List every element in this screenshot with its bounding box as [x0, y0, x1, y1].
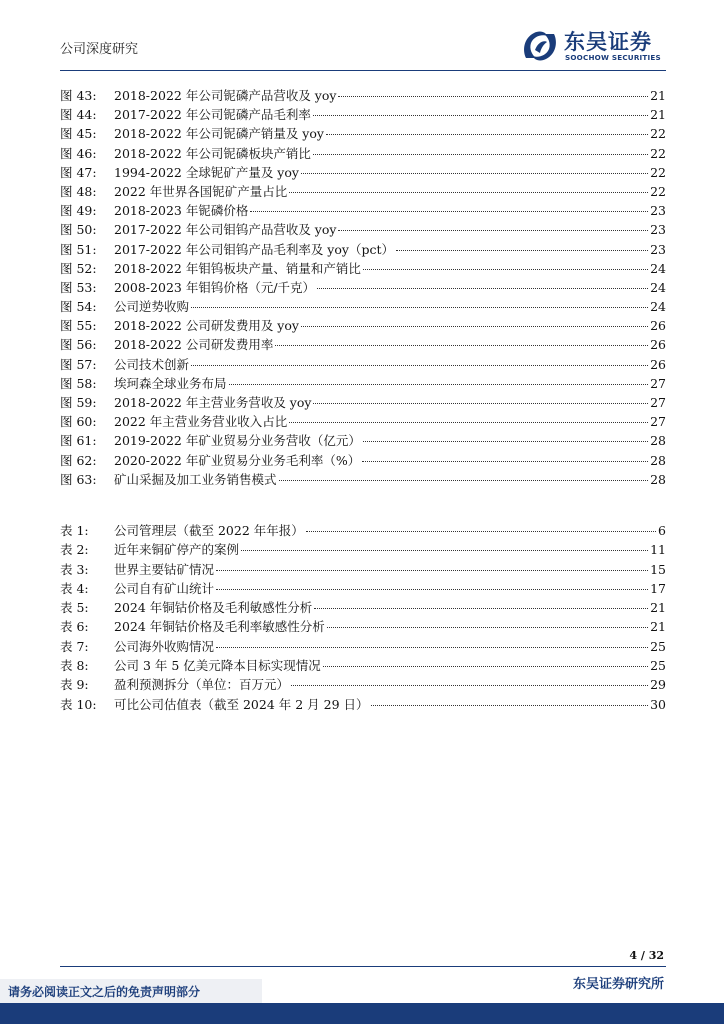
- entry-title: 2024 年铜钴价格及毛利敏感性分析: [114, 600, 313, 616]
- table-entry[interactable]: [60, 579, 666, 598]
- dot-leader: [306, 531, 656, 532]
- table-entry[interactable]: [60, 540, 666, 559]
- entry-title: 2020-2022 年矿业贸易分业务毛利率（%）: [114, 452, 361, 468]
- entry-page-number: 11: [650, 542, 666, 558]
- entry-title: 公司技术创新: [114, 356, 190, 372]
- dot-leader: [323, 666, 648, 667]
- figure-entry[interactable]: [60, 470, 666, 489]
- entry-title: 2018-2022 年公司铌磷板块产销比: [114, 145, 311, 161]
- entry-label: 图 51:: [60, 241, 97, 257]
- entry-label: 表 1:: [60, 523, 89, 538]
- dot-leader: [279, 480, 649, 481]
- entry-label: 表 3:: [60, 561, 89, 577]
- dot-leader: [275, 345, 648, 346]
- dot-leader: [289, 422, 648, 423]
- entry-label: 表 2:: [60, 542, 89, 558]
- entry-label: 图 48:: [60, 183, 97, 199]
- company-logo: [520, 26, 680, 66]
- entry-page-number: 24: [650, 299, 666, 315]
- dot-leader: [363, 269, 648, 270]
- entry-label: 表 9:: [60, 677, 89, 693]
- entry-page-number: 21: [650, 619, 666, 635]
- entry-title: 盈利预测拆分（单位：百万元）: [114, 677, 290, 693]
- entry-title: 2018-2022 年钼钨板块产量、销量和产销比: [114, 260, 361, 276]
- entry-label: 表 6:: [60, 619, 89, 635]
- logo-english-name: SOOCHOW SECURITIES: [565, 53, 661, 62]
- figure-entry[interactable]: [60, 201, 666, 220]
- entry-label: 图 52:: [60, 260, 97, 276]
- figure-entry[interactable]: [60, 278, 666, 297]
- entry-label: 图 61:: [60, 433, 97, 449]
- entry-label: 图 60:: [60, 414, 97, 430]
- figure-entry[interactable]: [60, 355, 666, 374]
- entry-page-number: 22: [650, 183, 666, 199]
- dot-leader: [363, 441, 648, 442]
- entry-page-number: 26: [650, 318, 666, 334]
- report-type-label: 公司深度研究: [60, 42, 139, 57]
- figure-entry[interactable]: [60, 163, 666, 182]
- entry-page-number: 22: [650, 164, 666, 180]
- figure-entry[interactable]: [60, 259, 666, 278]
- entry-title: 公司自有矿山统计: [114, 580, 215, 596]
- entry-label: 图 54:: [60, 299, 97, 315]
- table-entry[interactable]: [60, 695, 666, 714]
- entry-title: 公司逆势收购: [114, 299, 190, 315]
- entry-label: 图 44:: [60, 107, 97, 123]
- entry-page-number: 28: [650, 471, 666, 487]
- footer-color-bar: [0, 1003, 724, 1024]
- dot-leader: [229, 384, 649, 385]
- dot-leader: [216, 589, 648, 590]
- dot-leader: [371, 705, 649, 706]
- dot-leader: [191, 365, 648, 366]
- footer-org-name: 东吴证券研究所: [572, 977, 664, 992]
- entry-title: 世界主要钴矿情况: [114, 561, 215, 577]
- entry-title: 2018-2023 年铌磷价格: [114, 203, 249, 219]
- dot-leader: [216, 570, 648, 571]
- dot-leader: [289, 192, 648, 193]
- dot-leader: [326, 134, 648, 135]
- figure-entry[interactable]: [60, 240, 666, 259]
- entry-page-number: 26: [650, 337, 666, 353]
- table-entry[interactable]: [60, 675, 666, 694]
- entry-title: 2018-2022 公司研发费用率: [114, 337, 274, 353]
- figure-entry[interactable]: [60, 393, 666, 412]
- entry-label: 图 47:: [60, 164, 97, 180]
- dot-leader: [327, 627, 648, 628]
- dot-leader: [396, 250, 648, 251]
- entry-page-number: 23: [650, 241, 666, 257]
- entry-page-number: 6: [658, 523, 666, 538]
- figure-entry[interactable]: [60, 105, 666, 124]
- entry-page-number: 21: [650, 600, 666, 616]
- entry-label: 图 46:: [60, 145, 97, 161]
- dot-leader: [250, 211, 648, 212]
- entry-label: 图 43:: [60, 88, 97, 103]
- entry-title: 2017-2022 年公司铌磷产品毛利率: [114, 107, 311, 123]
- dot-leader: [314, 608, 648, 609]
- table-entry[interactable]: [60, 637, 666, 656]
- figure-entry[interactable]: [60, 431, 666, 450]
- entry-title: 2024 年铜钴价格及毛利率敏感性分析: [114, 619, 325, 635]
- entry-page-number: 28: [650, 433, 666, 449]
- entry-page-number: 15: [650, 561, 666, 577]
- entry-label: 图 56:: [60, 337, 97, 353]
- entry-title: 2018-2022 年公司铌磷产销量及 yoy: [114, 126, 324, 142]
- footer-divider: [60, 966, 666, 967]
- entry-label: 图 59:: [60, 395, 97, 410]
- entry-title: 2017-2022 年公司钼钨产品毛利率及 yoy（pct）: [114, 241, 394, 257]
- table-entry[interactable]: [60, 598, 666, 617]
- entry-title: 1994-2022 全球铌矿产量及 yoy: [114, 164, 299, 180]
- dot-leader: [317, 288, 648, 289]
- figure-entry[interactable]: [60, 316, 666, 335]
- entry-page-number: 30: [650, 696, 666, 712]
- entry-label: 图 62:: [60, 452, 97, 468]
- entry-title: 可比公司估值表（截至 2024 年 2 月 29 日）: [114, 696, 369, 712]
- figure-entry[interactable]: [60, 374, 666, 393]
- disclaimer-notice: 请务必阅读正文之后的免责声明部分: [8, 985, 201, 999]
- entry-label: 表 7:: [60, 638, 89, 654]
- entry-page-number: 17: [650, 580, 666, 596]
- table-entry[interactable]: [60, 656, 666, 675]
- entry-page-number: 26: [650, 356, 666, 372]
- entry-title: 埃珂森全球业务布局: [114, 375, 227, 391]
- entry-page-number: 23: [650, 203, 666, 219]
- entry-label: 图 58:: [60, 375, 97, 391]
- dot-leader: [338, 230, 648, 231]
- entry-label: 图 57:: [60, 356, 97, 372]
- figure-entry[interactable]: [60, 451, 666, 470]
- entry-label: 图 49:: [60, 203, 97, 219]
- figure-entry[interactable]: [60, 86, 666, 105]
- entry-page-number: 29: [650, 677, 666, 693]
- entry-title: 矿山采掘及加工业务销售模式: [114, 471, 277, 487]
- entry-label: 图 45:: [60, 126, 97, 142]
- entry-title: 公司管理层（截至 2022 年年报）: [114, 523, 304, 538]
- soochow-logo-icon: [520, 28, 560, 64]
- entry-title: 2018-2022 公司研发费用及 yoy: [114, 318, 299, 334]
- header-divider: [60, 70, 666, 71]
- entry-title: 2017-2022 年公司钼钨产品营收及 yoy: [114, 222, 337, 238]
- dot-leader: [291, 685, 648, 686]
- page-number: 4 / 32: [629, 949, 664, 962]
- entry-label: 图 53:: [60, 279, 97, 295]
- entry-label: 图 63:: [60, 471, 97, 487]
- entry-title: 2018-2022 年公司铌磷产品营收及 yoy: [114, 88, 337, 103]
- figure-entry[interactable]: [60, 124, 666, 143]
- entry-page-number: 25: [650, 638, 666, 654]
- entry-label: 图 50:: [60, 222, 97, 238]
- entry-page-number: 25: [650, 658, 666, 674]
- logo-chinese-name: 东吴证券: [564, 30, 652, 54]
- entry-page-number: 22: [650, 126, 666, 142]
- dot-leader: [313, 115, 648, 116]
- dot-leader: [301, 326, 648, 327]
- entry-label: 表 8:: [60, 658, 89, 674]
- entry-label: 图 55:: [60, 318, 97, 334]
- entry-page-number: 27: [650, 395, 666, 410]
- entry-page-number: 24: [650, 260, 666, 276]
- dot-leader: [362, 461, 648, 462]
- figure-entry[interactable]: [60, 144, 666, 163]
- figure-entry[interactable]: [60, 297, 666, 316]
- entry-page-number: 23: [650, 222, 666, 238]
- entry-page-number: 27: [650, 414, 666, 430]
- table-entry[interactable]: [60, 521, 666, 540]
- figure-entry[interactable]: [60, 335, 666, 354]
- entry-title: 2022 年主营业务营业收入占比: [114, 414, 288, 430]
- entry-title: 近年来铜矿停产的案例: [114, 542, 240, 558]
- dot-leader: [241, 550, 648, 551]
- dot-leader: [216, 647, 648, 648]
- figure-entry[interactable]: [60, 182, 666, 201]
- entry-page-number: 22: [650, 145, 666, 161]
- entry-title: 公司 3 年 5 亿美元降本目标实现情况: [114, 658, 321, 674]
- entry-page-number: 21: [650, 88, 666, 103]
- entry-title: 公司海外收购情况: [114, 638, 215, 654]
- entry-title: 2019-2022 年矿业贸易分业务营收（亿元）: [114, 433, 361, 449]
- table-entry[interactable]: [60, 560, 666, 579]
- dot-leader: [301, 173, 648, 174]
- entry-label: 表 10:: [60, 696, 97, 712]
- entry-page-number: 28: [650, 452, 666, 468]
- entry-page-number: 21: [650, 107, 666, 123]
- figure-entry[interactable]: [60, 412, 666, 431]
- dot-leader: [338, 96, 648, 97]
- dot-leader: [313, 403, 648, 404]
- dot-leader: [191, 307, 648, 308]
- figure-entry[interactable]: [60, 220, 666, 239]
- figure-list: [60, 86, 666, 489]
- table-entry[interactable]: [60, 617, 666, 636]
- dot-leader: [313, 154, 648, 155]
- entry-title: 2018-2022 年主营业务营收及 yoy: [114, 395, 312, 410]
- entry-label: 表 5:: [60, 600, 89, 616]
- entry-title: 2008-2023 年钼钨价格（元/千克）: [114, 279, 316, 295]
- table-list: [60, 521, 666, 714]
- entry-title: 2022 年世界各国铌矿产量占比: [114, 183, 288, 199]
- entry-label: 表 4:: [60, 580, 89, 596]
- entry-page-number: 24: [650, 279, 666, 295]
- entry-page-number: 27: [650, 375, 666, 391]
